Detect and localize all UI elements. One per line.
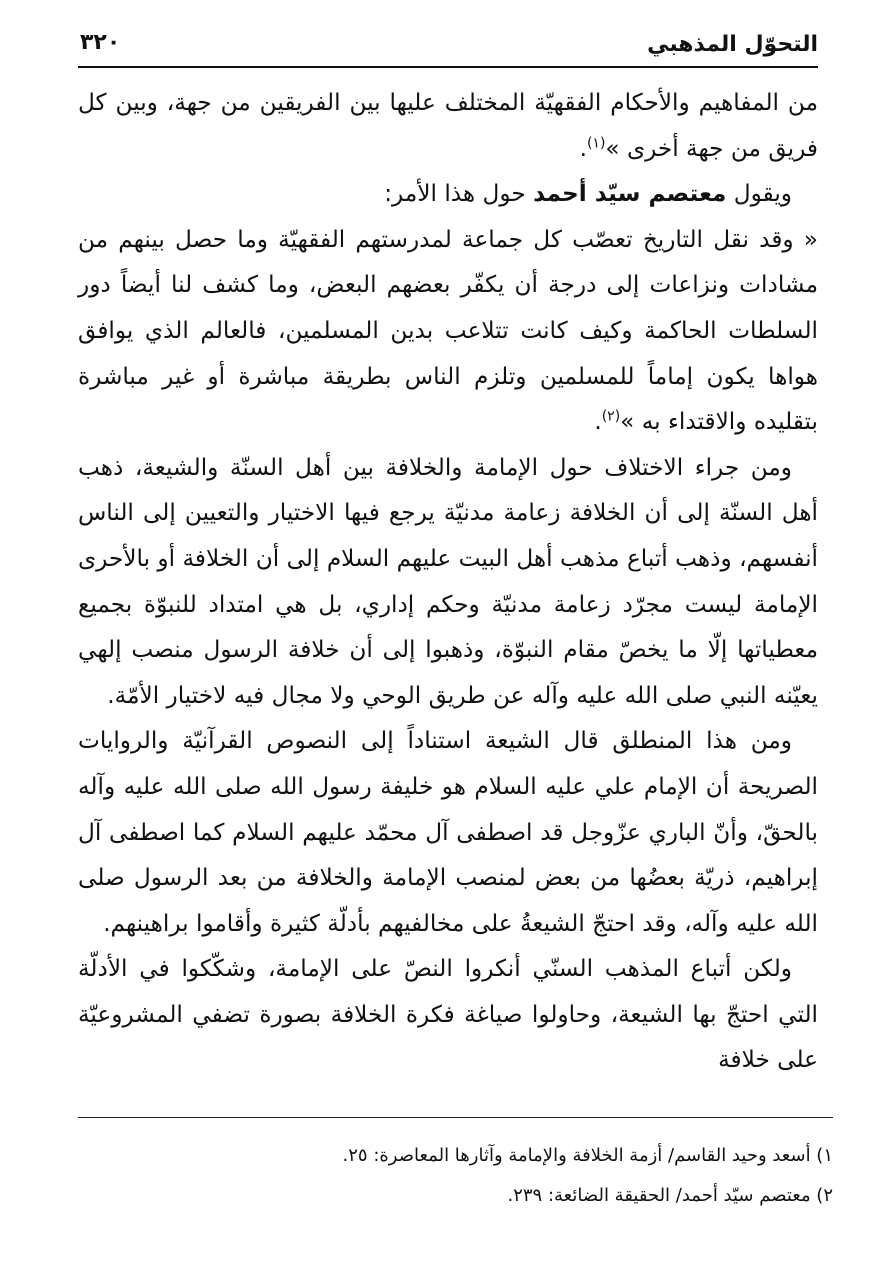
footnotes [78,1136,833,1216]
quote-end: . [594,408,602,436]
paragraph-6: ولكن أتباع المذهب السنّي أنكروا النصّ على الإمامة، وشكّكوا في الأدلّة التي احتجّ بها الشيعة، وحاولوا صياغة فكرة الخلافة بصورة تضفي المشروعيّة على خلافة [78,955,818,1074]
footnote-ref-2: (٢) [601,408,621,425]
footnote-ref-1: (١) [586,134,606,151]
paragraph-2-lead: ويقول [726,180,792,208]
paragraph-1 [78,80,818,171]
paragraph-4: ومن جراء الاختلاف حول الإمامة والخلافة بين أهل السنّة والشيعة، ذهب أهل السنّة إلى أن الخلافة زعامة مدنيّة يرجع فيها الاختيار والتعيين إلى الناس أنفسهم، وذهب أتباع مذهب أهل البيت عليهم السلام إلى أن الخلافة أو بالأحرى الإمامة ليست مجرّد زعامة مدنيّة وحكم إداري، بل هي امتداد للنبوّة بجميع معطياتها إلّا ما يخصّ مقام النبوّة، وذهبوا إلى أن خلافة الرسول منصب إلهي يعيّنه النبي صلى الله عليه وآله عن طريق الوحي ولا مجال فيه لاختيار الأمّة. [78,453,818,709]
running-header [78,28,818,68]
footnote-rule [78,1117,833,1118]
chapter-title: التحوّل المذهبي [647,32,818,57]
footnote-1: ١) أسعد وحيد القاسم/ أزمة الخلافة والإمامة وآثارها المعاصرة: ٢٥. [342,1145,833,1166]
header-rule [78,66,818,68]
main-text [78,80,818,1083]
quote-paragraph [78,217,818,445]
author-name: معتصم سيّد أحمد [533,180,727,208]
paragraph-1-end: . [579,134,587,162]
quote-text: « وقد نقل التاريخ تعصّب كل جماعة لمدرستهم الفقهيّة وما حصل بينهم من مشادات ونزاعات إلى درجة أن يكفّر بعضهم البعض، وما كشف لنا أيضاً دور السلطات الحاكمة وكيف كانت تتلاعب بدين المسلمين، فالعالم الذي يوافق هواها يكون إماماً للمسلمين وتلزم الناس بطريقة مباشرة أو غير مباشرة بتقليده والاقتداء به » [78,225,818,436]
paragraph-1-text: من المفاهيم والأحكام الفقهيّة المختلف عليها بين الفريقين من جهة، وبين كل فريق من جهة أخرى » [78,89,818,162]
footnote-2: ٢) معتصم سيّد أحمد/ الحقيقة الضائعة: ٢٣٩. [507,1185,833,1206]
paragraph-2-rest: حول هذا الأمر: [384,180,534,208]
page-number: ٣٢٠ [80,30,121,55]
paragraph-5: ومن هذا المنطلق قال الشيعة استناداً إلى النصوص القرآنيّة والروايات الصريحة أن الإمام علي عليه السلام هو خليفة رسول الله صلى الله عليه وآله بالحقّ، وأنّ الباري عزّوجل قد اصطفى آل محمّد عليهم السلام كما اصطفى آل إبراهيم، ذريّة بعضُها من بعض لمنصب الإمامة والخلافة من بعد الرسول صلى الله عليه وآله، وقد احتجّ الشيعةُ على مخالفيهم بأدلّة كثيرة وأقاموا براهينهم. [78,727,818,937]
paragraph-2 [78,171,818,217]
